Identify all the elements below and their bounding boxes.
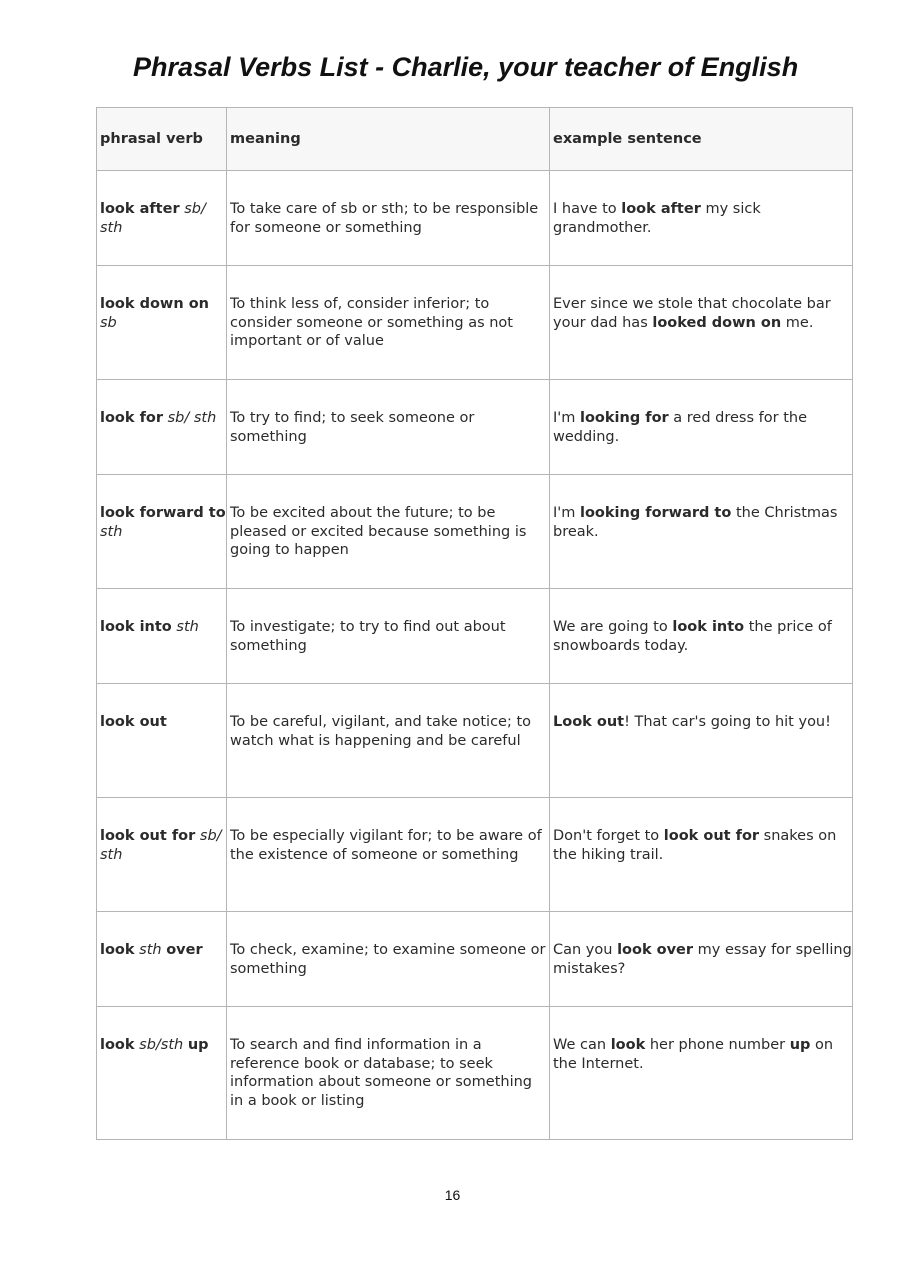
text-run: snakes on the hiking trail. [553, 828, 837, 863]
bold-text: look [100, 1037, 135, 1053]
meaning-cell [227, 589, 550, 684]
phrasal-verb-cell [97, 589, 227, 684]
bold-text: up [187, 1037, 209, 1053]
phrasal-verbs-table [96, 107, 853, 1140]
bold-text: look [100, 942, 135, 958]
phrasal-verb-text [100, 475, 226, 541]
example-sentence-text [553, 475, 852, 541]
text-run: I'm [553, 505, 580, 521]
text-run: We are going to [553, 619, 673, 635]
example-sentence-cell [550, 912, 853, 1007]
italic-text: sth [176, 619, 199, 635]
text-run: my sick grandmother. [553, 201, 761, 236]
bold-text: look [610, 1037, 646, 1053]
text-run: ! That car's going to hit you! [624, 714, 831, 730]
bold-text: look into [672, 619, 745, 635]
meaning-cell [227, 912, 550, 1007]
bold-text: look for [100, 410, 164, 426]
phrasal-verb-cell [97, 380, 227, 475]
example-sentence-cell [550, 798, 853, 912]
bold-text: look out for [663, 828, 760, 844]
example-sentence-text [553, 684, 852, 732]
text-run: on the Internet. [553, 1037, 834, 1072]
header-phrasal-verb: phrasal verb [97, 108, 227, 171]
phrasal-verb-text [100, 266, 226, 332]
bold-text: over [166, 942, 203, 958]
phrasal-verb-text [100, 798, 226, 864]
example-sentence-cell [550, 380, 853, 475]
phrasal-verb-text [100, 912, 226, 960]
italic-text: sb/ sth [100, 201, 206, 236]
bold-text: look forward to [100, 505, 226, 521]
meaning-cell [227, 798, 550, 912]
meaning-text: To try to find; to seek someone or something [230, 410, 475, 445]
meaning-cell [227, 684, 550, 798]
italic-text: sb [100, 314, 117, 331]
text-run: her phone number [645, 1037, 790, 1053]
meaning-cell [227, 475, 550, 589]
table-row [97, 912, 853, 1007]
text-run: I'm [553, 410, 580, 426]
bold-text: look after [100, 201, 180, 217]
phrasal-verb-cell [97, 684, 227, 798]
phrasal-verb-text [100, 380, 226, 428]
italic-text: sth [139, 942, 162, 958]
phrasal-verb-cell [97, 912, 227, 1007]
table-row [97, 1007, 853, 1140]
bold-text: look over [617, 942, 694, 958]
phrasal-verb-cell [97, 171, 227, 266]
header-meaning: meaning [227, 108, 550, 171]
example-sentence-cell [550, 1007, 853, 1140]
phrasal-verb-cell [97, 798, 227, 912]
example-sentence-cell [550, 589, 853, 684]
meaning-text: To take care of sb or sth; to be responsible for someone or something [230, 201, 539, 236]
meaning-text: To think less of, consider inferior; to consider someone or something as not important or of value [230, 296, 513, 349]
meaning-cell [227, 380, 550, 475]
bold-text: look down on [100, 296, 209, 312]
table-row [97, 380, 853, 475]
text-run: the Christmas break. [553, 505, 838, 540]
text-run: a red dress for the wedding. [553, 410, 807, 445]
meaning-cell [227, 266, 550, 380]
meaning-cell [227, 1007, 550, 1140]
text-run: me. [781, 314, 814, 331]
table-row [97, 684, 853, 798]
bold-text: looking for [580, 410, 669, 426]
bold-text: look into [100, 619, 172, 635]
example-sentence-text [553, 1007, 852, 1073]
meaning-text: To search and find information in a reference book or database; to seek information about someone or something in a book or listing [230, 1037, 533, 1109]
example-sentence-cell [550, 684, 853, 798]
meaning-text: To be excited about the future; to be pleased or excited because something is going to happen [230, 505, 527, 558]
example-sentence-text [553, 266, 852, 332]
bold-text: looked down on [652, 314, 782, 331]
text-run: Don't forget to [553, 828, 664, 844]
text-run: Can you [553, 942, 618, 958]
phrasal-verb-cell [97, 266, 227, 380]
example-sentence-text [553, 912, 852, 978]
table-row [97, 798, 853, 912]
example-sentence-text [553, 798, 852, 864]
example-sentence-text [553, 589, 852, 655]
page-title: Phrasal Verbs List - Charlie, your teacher of English [133, 52, 799, 82]
italic-text: sb/sth [139, 1037, 184, 1053]
example-sentence-text [553, 380, 852, 446]
table-row [97, 589, 853, 684]
text-run: Ever since we stole that chocolate bar your dad has [553, 296, 831, 331]
bold-text: up [789, 1037, 811, 1053]
text-run: We can [553, 1037, 611, 1053]
italic-text: sth [100, 523, 123, 540]
meaning-text: To be careful, vigilant, and take notice; to watch what is happening and be careful [230, 714, 532, 749]
table-row [97, 171, 853, 266]
meaning-text: To be especially vigilant for; to be aware of the existence of someone or something [230, 828, 542, 863]
text-run: the price of snowboards today. [553, 619, 832, 654]
example-sentence-text [553, 171, 852, 237]
example-sentence-cell [550, 266, 853, 380]
phrasal-verb-text [100, 171, 226, 237]
bold-text: look out [100, 714, 167, 730]
bold-text: looking forward to [580, 505, 732, 521]
example-sentence-cell [550, 475, 853, 589]
phrasal-verb-text [100, 684, 226, 732]
page-number: 16 [444, 1187, 461, 1203]
phrasal-verb-cell [97, 1007, 227, 1140]
italic-text: sb/ sth [167, 410, 217, 426]
meaning-text: To check, examine; to examine someone or something [230, 942, 546, 977]
example-sentence-cell [550, 171, 853, 266]
bold-text: look after [621, 201, 701, 217]
meaning-cell [227, 171, 550, 266]
phrasal-verb-cell [97, 475, 227, 589]
text-run: I have to [553, 201, 622, 217]
meaning-text: To investigate; to try to find out about something [230, 619, 506, 654]
header-example-sentence: example sentence [550, 108, 853, 171]
bold-text: look out for [100, 828, 196, 844]
phrasal-verb-text [100, 589, 226, 637]
table-row [97, 266, 853, 380]
table-header-row [97, 108, 853, 171]
text-run: my essay for spelling mistakes? [553, 942, 852, 977]
phrasal-verb-text [100, 1007, 226, 1055]
table-row [97, 475, 853, 589]
bold-text: Look out [553, 714, 625, 730]
italic-text: sb/ sth [100, 828, 222, 863]
